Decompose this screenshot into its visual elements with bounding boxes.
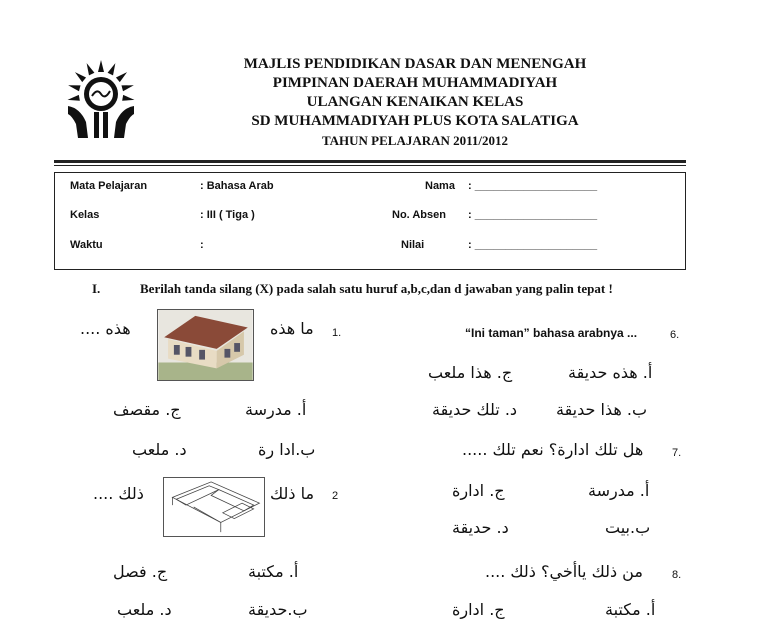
instruction-number: I. bbox=[92, 281, 101, 296]
q7-option-d[interactable]: د. حديقة bbox=[452, 518, 509, 537]
q7-option-c[interactable]: ج. ادارة bbox=[452, 481, 505, 500]
absen-field[interactable]: : ____________________ bbox=[468, 209, 598, 221]
header-rule-thin bbox=[54, 165, 686, 166]
q1-tail: هذه .... bbox=[80, 319, 131, 338]
q1-option-a[interactable]: أ. مدرسة bbox=[245, 400, 307, 419]
q1-option-d[interactable]: د. ملعب bbox=[132, 440, 187, 459]
school-header bbox=[200, 55, 630, 150]
nama-field[interactable]: : ____________________ bbox=[468, 180, 598, 192]
q1-option-b[interactable]: ب.ادا رة bbox=[258, 440, 316, 459]
q2-option-d[interactable]: د. ملعب bbox=[117, 600, 172, 619]
header-line-4: SD MUHAMMADIYAH PLUS KOTA SALATIGA bbox=[251, 113, 579, 129]
q6-option-b[interactable]: ب. هذا حديقة bbox=[556, 400, 648, 419]
header-line-3: ULANGAN KENAIKAN KELAS bbox=[306, 94, 524, 110]
mapel-label: Mata Pelajaran bbox=[70, 180, 148, 192]
q6-option-a[interactable]: أ. هذه حديقة bbox=[568, 363, 653, 382]
kelas-value: : III ( Tiga ) bbox=[200, 209, 255, 221]
q7-option-b[interactable]: ب.بيت bbox=[605, 518, 651, 537]
q6-option-c[interactable]: ج. هذا ملعب bbox=[428, 363, 513, 382]
header-line-1: MAJLIS PENDIDIKAN DASAR DAN MENENGAH bbox=[243, 56, 587, 72]
q1-lead: ما هذه bbox=[270, 319, 314, 338]
waktu-label: Waktu bbox=[70, 239, 103, 251]
instruction-text: Berilah tanda silang (X) pada salah satu huruf a,b,c,dan d jawaban yang palin tepat ! bbox=[140, 281, 613, 296]
q2-option-b[interactable]: ب.حديقة bbox=[248, 600, 308, 619]
header-rule-thick bbox=[54, 160, 686, 163]
q2-lead: ما ذلك bbox=[270, 484, 315, 503]
q8-text: من ذلك ياأخي؟ ذلك .... bbox=[485, 562, 643, 581]
nama-label: Nama bbox=[425, 180, 455, 192]
floor-plan-sketch-image bbox=[163, 477, 265, 537]
q6-option-d[interactable]: د. تلك حديقة bbox=[432, 400, 518, 419]
waktu-value: : bbox=[200, 239, 204, 251]
q1-number: 1. bbox=[332, 327, 342, 339]
q2-option-a[interactable]: أ. مكتبة bbox=[248, 562, 299, 581]
q7-text: هل تلك ادارة؟ نعم تلك ..... bbox=[462, 440, 644, 459]
q8-option-a[interactable]: أ. مكتبة bbox=[605, 600, 656, 619]
q8-number: 8. bbox=[672, 569, 682, 581]
q2-option-c[interactable]: ج. فصل bbox=[113, 562, 168, 581]
q7-number: 7. bbox=[672, 447, 682, 459]
q7-option-a[interactable]: أ. مدرسة bbox=[588, 481, 650, 500]
q6-number: 6. bbox=[670, 329, 680, 341]
muhammadiyah-logo-icon bbox=[60, 58, 142, 140]
q2-number: 2 bbox=[332, 490, 339, 502]
nilai-field[interactable]: : ____________________ bbox=[468, 239, 598, 251]
q1-option-c[interactable]: ج. مقصف bbox=[113, 400, 181, 419]
nilai-label: Nilai bbox=[401, 239, 425, 251]
kelas-label: Kelas bbox=[70, 209, 100, 221]
q6-text: “Ini taman” bahasa arabnya ... bbox=[465, 326, 638, 340]
header-line-2: PIMPINAN DAERAH MUHAMMADIYAH bbox=[272, 75, 558, 91]
header-line-5: TAHUN PELAJARAN 2011/2012 bbox=[321, 133, 509, 148]
q8-option-c[interactable]: ج. ادارة bbox=[452, 600, 505, 619]
q2-tail: ذلك .... bbox=[93, 484, 144, 503]
mapel-value: : Bahasa Arab bbox=[200, 180, 274, 192]
school-building-image bbox=[157, 309, 254, 381]
absen-label: No. Absen bbox=[392, 209, 446, 221]
